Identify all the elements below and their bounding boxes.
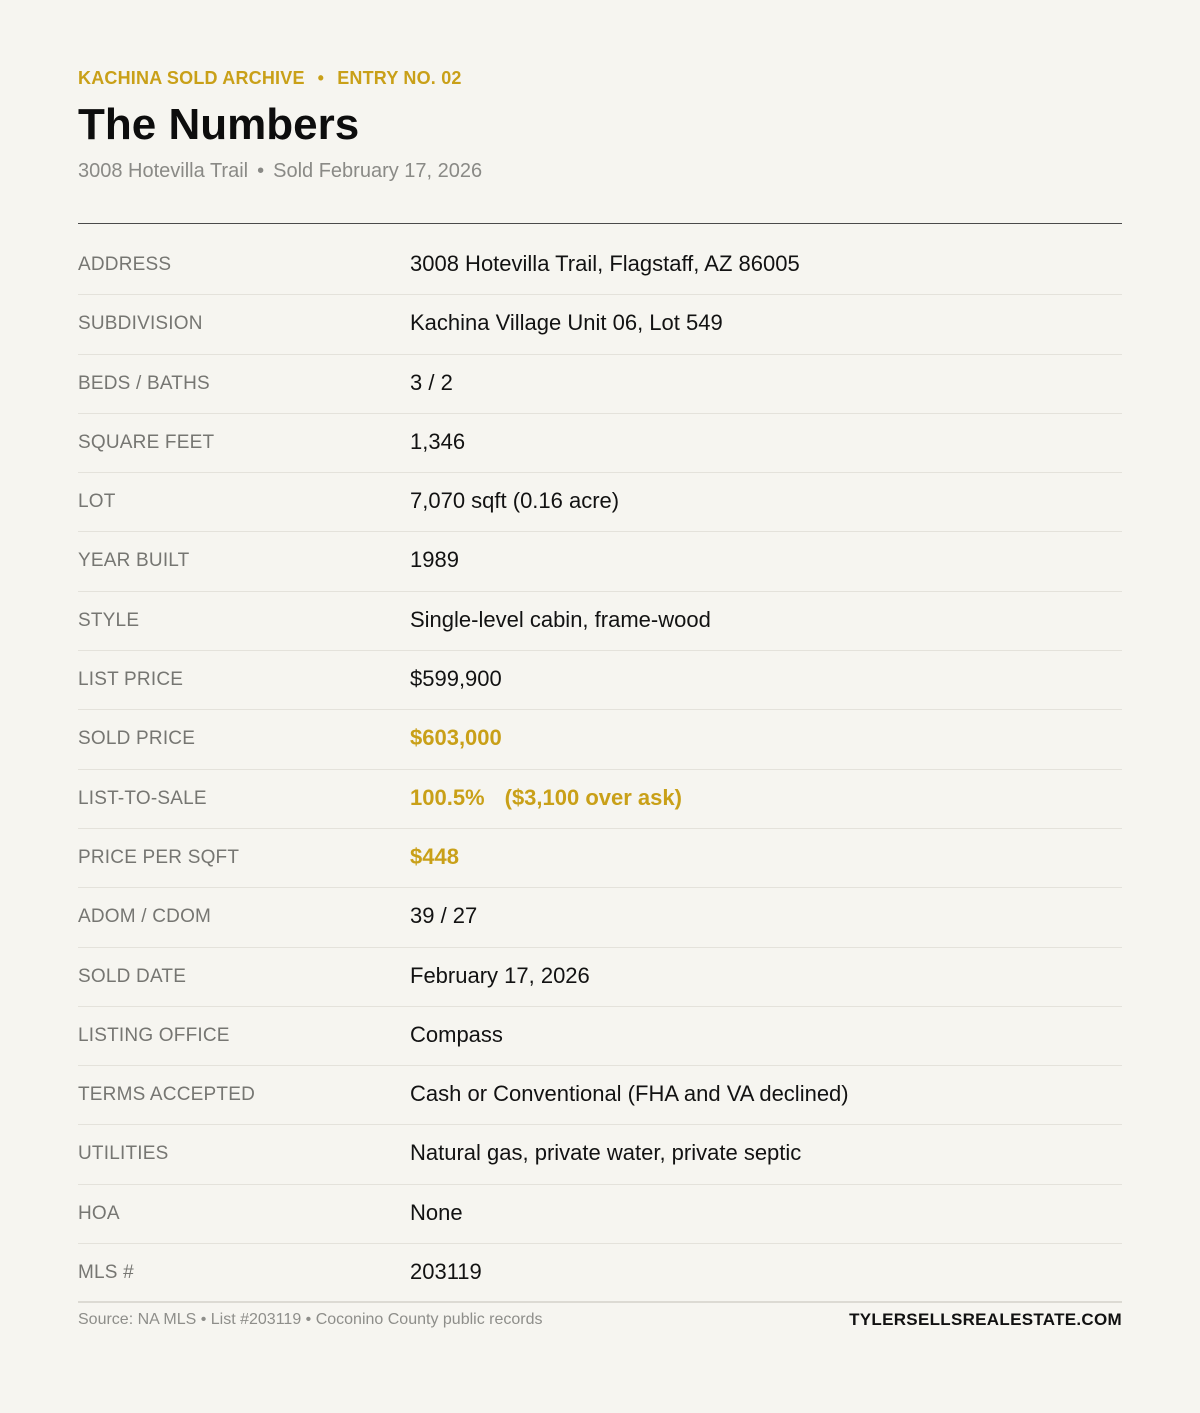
eyebrow-separator: • [317, 68, 325, 88]
subtitle [78, 160, 482, 183]
property-details-table [78, 236, 1122, 1303]
entry-label: ENTRY NO. 02 [337, 68, 462, 88]
row-year-built [78, 532, 1122, 591]
row-value: Single-level cabin, frame-wood [410, 606, 711, 632]
source-note: Source: NA MLS • List #203119 • Coconino County public records [78, 1311, 543, 1328]
row-address [78, 236, 1122, 295]
row-mls-number [78, 1244, 1122, 1303]
row-adom-cdom [78, 888, 1122, 947]
row-value: 1989 [410, 547, 459, 573]
row-hoa [78, 1185, 1122, 1244]
row-label: SUBDIVISION [78, 313, 203, 335]
row-listing-office [78, 1007, 1122, 1066]
row-value: None [410, 1199, 463, 1225]
row-label: YEAR BUILT [78, 550, 190, 572]
row-label: MLS # [78, 1262, 134, 1284]
subtitle-address: 3008 Hotevilla Trail [78, 160, 249, 182]
row-sold-date [78, 948, 1122, 1007]
row-terms-accepted [78, 1066, 1122, 1125]
row-value: 203119 [410, 1259, 482, 1285]
row-label: HOA [78, 1202, 120, 1224]
row-value-highlight: $603,000 [410, 725, 502, 751]
row-value: 3 / 2 [410, 369, 453, 395]
archive-label: KACHINA SOLD ARCHIVE [78, 68, 305, 88]
row-price-per-sqft [78, 829, 1122, 888]
row-sold-price [78, 710, 1122, 769]
subtitle-sold-date: Sold February 17, 2026 [273, 160, 483, 182]
page-title: The Numbers [78, 100, 360, 149]
row-value: Cash or Conventional (FHA and VA declined) [410, 1081, 849, 1107]
row-value: February 17, 2026 [410, 962, 590, 988]
row-value: Kachina Village Unit 06, Lot 549 [410, 310, 723, 336]
row-label: STYLE [78, 609, 140, 631]
row-value: $599,900 [410, 666, 502, 692]
row-label: LIST-TO-SALE [78, 787, 207, 809]
row-label: LISTING OFFICE [78, 1024, 230, 1046]
row-label: ADDRESS [78, 254, 172, 275]
row-label: PRICE PER SQFT [78, 846, 240, 868]
row-label: SQUARE FEET [78, 431, 215, 453]
subtitle-separator: • [257, 160, 265, 182]
row-label: UTILITIES [78, 1143, 169, 1165]
over-ask-amount: ($3,100 over ask) [504, 784, 682, 810]
row-value: 39 / 27 [410, 903, 478, 929]
list-to-sale-ratio: 100.5% [410, 784, 485, 810]
row-list-price [78, 651, 1122, 710]
row-subdivision [78, 295, 1122, 354]
row-lot [78, 473, 1122, 532]
row-value: 1,346 [410, 428, 466, 454]
row-label: LOT [78, 491, 116, 513]
row-value: 7,070 sqft (0.16 acre) [410, 488, 620, 514]
website-link[interactable]: TYLERSELLSREALESTATE.COM [849, 1310, 1122, 1329]
row-label: ADOM / CDOM [78, 906, 212, 928]
row-value: 3008 Hotevilla Trail, Flagstaff, AZ 86005 [410, 251, 800, 276]
row-label: SOLD PRICE [78, 728, 196, 750]
row-value-highlight: $448 [410, 843, 459, 869]
eyebrow [78, 68, 462, 89]
row-style [78, 592, 1122, 651]
header-divider [78, 223, 1122, 224]
row-label: TERMS ACCEPTED [78, 1084, 255, 1106]
row-utilities [78, 1125, 1122, 1184]
row-value: Compass [410, 1021, 503, 1047]
row-label: SOLD DATE [78, 965, 187, 987]
row-value-highlight [410, 785, 682, 811]
row-label: LIST PRICE [78, 669, 184, 691]
row-label: BEDS / BATHS [78, 372, 210, 394]
row-value: Natural gas, private water, private septic [410, 1140, 802, 1166]
row-list-to-sale [78, 770, 1122, 829]
row-square-feet [78, 414, 1122, 473]
row-beds-baths [78, 355, 1122, 414]
